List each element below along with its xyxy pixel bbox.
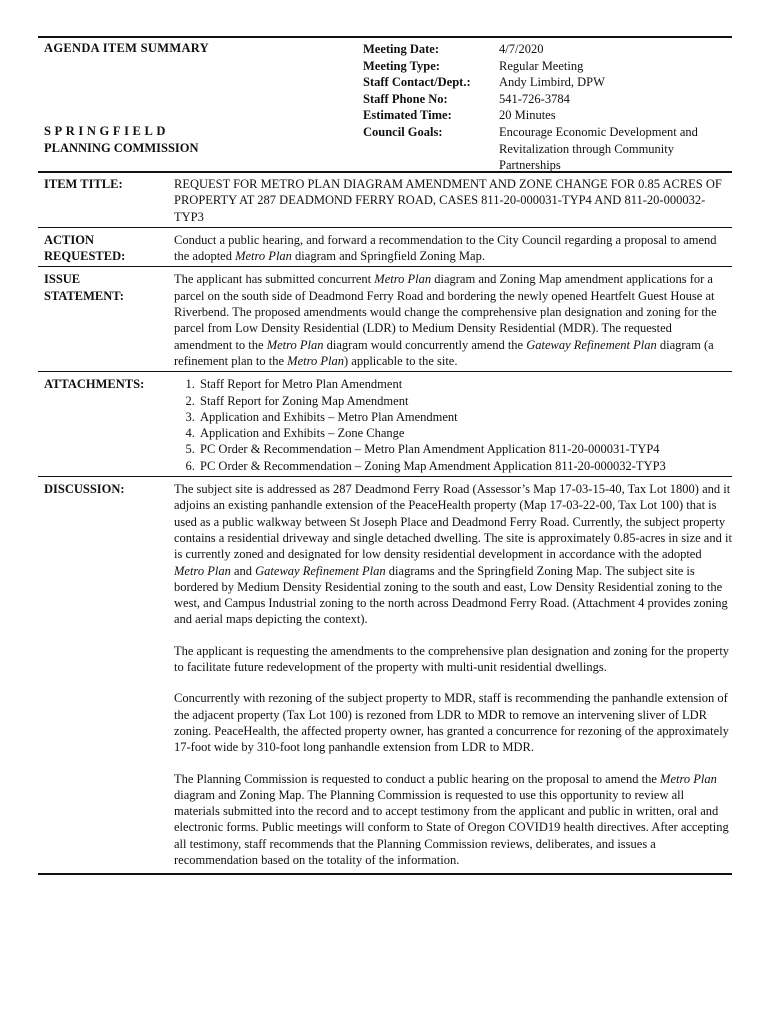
- text-run: diagram and Zoning Map amendment applications for a parcel on the south side of Deadmond Ferry Road and bordering the newly opened Heartfelt Guest House at Riverbend. The proposed amendments would change the comprehensive plan designation and zoning for the parcel from Low Density Residential (LDR) to Medium Density Residential (MDR). The requested amendment to the: [174, 272, 717, 352]
- meta-value: 20 Minutes: [499, 108, 556, 123]
- text-run: ) applicable to the site.: [343, 353, 458, 368]
- text-run: and: [230, 563, 256, 578]
- meta-value: 541-726-3784: [499, 91, 570, 106]
- header: [38, 38, 732, 171]
- issue-label-line1: ISSUE: [44, 272, 81, 287]
- text-run: Conduct a public hearing, and forward a recommendation to the City Council regarding a proposal to amend the adopted: [174, 232, 717, 264]
- action-label-line1: ACTION: [44, 232, 95, 247]
- discussion-label: DISCUSSION:: [44, 482, 125, 497]
- item-title-section: [38, 173, 732, 227]
- meta-label: Council Goals:: [363, 124, 443, 139]
- text-run: diagram would concurrently amend the: [323, 337, 527, 352]
- meta-row-staff-contact: [363, 74, 733, 91]
- attachments-list-container: [174, 376, 732, 474]
- issue-statement-section: [38, 267, 732, 371]
- organization-city: SPRINGFIELD: [44, 124, 170, 138]
- meta-value: Regular Meeting: [499, 58, 584, 73]
- attachment-item: 3. Application and Exhibits – Metro Plan Amendment: [198, 409, 732, 425]
- attachments-list: [174, 376, 732, 474]
- document-type-heading: AGENDA ITEM SUMMARY: [44, 41, 209, 55]
- italic-run: Metro Plan: [660, 771, 717, 786]
- organization-commission: PLANNING COMMISSION: [44, 141, 199, 155]
- discussion-body: [174, 481, 732, 868]
- text-run: The Planning Commission is requested to conduct a public hearing on the proposal to amend the: [174, 771, 661, 786]
- text-run: The applicant has submitted concurrent: [174, 272, 375, 287]
- attachment-item: 5. PC Order & Recommendation – Metro Plan Amendment Application 811-20-000031-TYP4: [198, 441, 732, 457]
- text-run: diagram (a refinement plan to the: [174, 337, 714, 368]
- meta-label: Meeting Type:: [363, 58, 440, 73]
- meeting-meta: [363, 41, 733, 174]
- meta-row-council-goals: [363, 124, 733, 174]
- meta-row-meeting-date: [363, 41, 733, 58]
- discussion-section: [38, 477, 732, 870]
- attachment-item: 6. PC Order & Recommendation – Zoning Map Amendment Application 811-20-000032-TYP3: [198, 458, 732, 474]
- action-requested-section: [38, 228, 732, 267]
- discussion-paragraph-4: [174, 771, 732, 869]
- meta-value: 4/7/2020: [499, 42, 544, 56]
- discussion-paragraph-2: The applicant is requesting the amendments to the comprehensive plan designation and zoning for the property to facilitate future redevelopment of the property with multi-unit residential dwellings.: [174, 643, 730, 675]
- discussion-paragraph-3: Concurrently with rezoning of the subject property to MDR, staff is recommending the panhandle extension of the adjacent property (Tax Lot 100) is rezoned from LDR to MDR to remove an intervening sliver of LDR zoning. PeaceHealth, the affected property owner, has granted a concurrence for rezoning of the approximately 17-foot wide by 310-foot long panhandle extension from LDR to MDR.: [174, 691, 729, 755]
- meta-label: Meeting Date:: [363, 42, 440, 56]
- discussion-paragraph-1: [174, 481, 732, 628]
- attachment-item: 4. Application and Exhibits – Zone Change: [198, 425, 732, 441]
- item-title-text: REQUEST FOR METRO PLAN DIAGRAM AMENDMENT AND ZONE CHANGE FOR 0.85 ACRES OF PROPERTY AT 287 DEADMOND FERRY ROAD, CASES 811-20-000031-TYP4 AND 811-20-000032-TYP3: [174, 177, 722, 224]
- organization-block: [44, 123, 199, 157]
- attachments-label: ATTACHMENTS:: [44, 377, 145, 392]
- italic-run: Metro Plan: [235, 249, 292, 264]
- meta-row-estimated-time: [363, 107, 733, 124]
- italic-run: Gateway Refinement Plan: [255, 563, 386, 578]
- meta-row-meeting-type: [363, 58, 733, 75]
- meta-label: Estimated Time:: [363, 108, 452, 123]
- italic-run: Metro Plan: [174, 563, 231, 578]
- issue-statement-text: [174, 271, 732, 369]
- italic-run: Metro Plan: [374, 272, 432, 287]
- text-run: diagrams and the Springfield Zoning Map. The subject site is bordered by Medium Density Residential zoning to the south and east, Low Density Residential zoning to the west, and Campus Industrial zoning to the north across Deadmond Ferry Road. (Attachment 4 provides zoning and aerial maps depicting the context).: [174, 563, 728, 627]
- attachment-item: 2. Staff Report for Zoning Map Amendment: [198, 393, 732, 409]
- issue-statement-label: [38, 271, 174, 369]
- issue-label-line2: STATEMENT:: [44, 288, 124, 303]
- italic-run: Gateway Refinement Plan: [526, 337, 657, 352]
- agenda-item-summary-page: [38, 36, 732, 875]
- meta-label: Staff Contact/Dept.:: [363, 75, 471, 90]
- action-requested-label: [38, 232, 174, 265]
- text-run: The subject site is addressed as 287 Deadmond Ferry Road (Assessor’s Map 17-03-15-40, Tax Lot 1800) and it adjoins an existing panhandle extension of the PeaceHealth property (Map 17-03-22-00, Tax Lot 100) that is used as a public walkway between St Joseph Place and Deadmond Ferry Road. Currently, the subject property contains a residential driveway and single detached dwelling. The site is approximately 0.85-acres in size and it is currently zoned and designated for low density residential development in accordance with the adopted: [174, 482, 732, 562]
- action-label-line2: REQUESTED:: [44, 249, 126, 264]
- action-requested-text: [174, 232, 732, 265]
- item-title-label: ITEM TITLE:: [44, 177, 123, 191]
- text-run: diagram and Springfield Zoning Map.: [291, 249, 485, 264]
- bottom-rule: [38, 873, 732, 875]
- attachment-item: 1. Staff Report for Metro Plan Amendment: [198, 376, 732, 392]
- attachments-section: [38, 372, 732, 476]
- meta-value: Andy Limbird, DPW: [499, 75, 605, 90]
- italic-run: Metro Plan: [266, 337, 324, 352]
- meta-value: Encourage Economic Development and Revitalization through Community Partnerships: [499, 124, 698, 173]
- meta-row-staff-phone: [363, 91, 733, 108]
- text-run: diagram and Zoning Map. The Planning Commission is requested to use this opportunity to review all materials submitted into the record and to accept testimony from the applicant and public in written, oral and electronic forms. Public meetings will conform to State of Oregon COVID19 health directives. After accepting all testimony, staff recommends that the Planning Commission reviews, deliberates, and issues a recommendation based on the totality of the information.: [174, 787, 729, 867]
- italic-run: Metro Plan: [287, 353, 344, 368]
- meta-label: Staff Phone No:: [363, 91, 448, 106]
